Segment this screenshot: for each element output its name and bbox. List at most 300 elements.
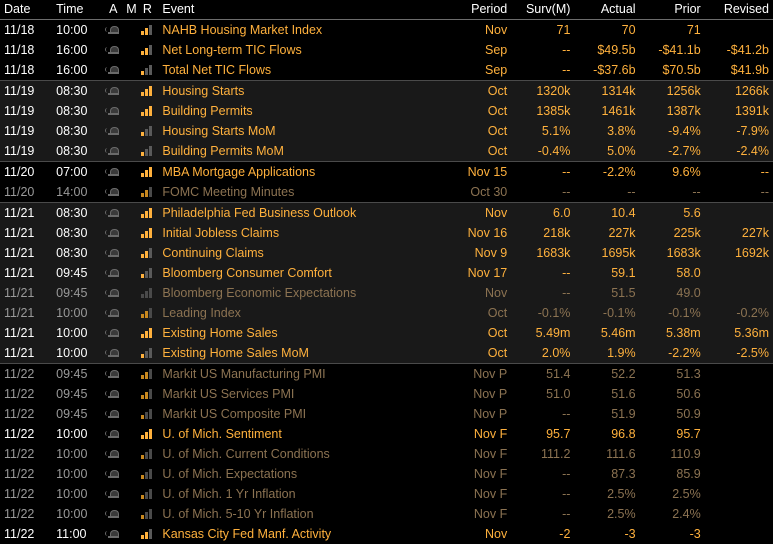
cell-date: 11/21 <box>0 243 52 263</box>
cell-survey: -- <box>511 404 574 424</box>
cell-date: 11/22 <box>0 524 52 544</box>
mark-checkbox[interactable] <box>122 203 136 224</box>
cell-event[interactable]: Bloomberg Consumer Comfort <box>158 263 453 283</box>
table-header <box>0 0 773 20</box>
alert-bell-icon[interactable] <box>104 243 122 263</box>
column-header-mark[interactable]: M <box>122 0 136 20</box>
cell-date: 11/19 <box>0 141 52 162</box>
cell-survey: -- <box>511 283 574 303</box>
mark-checkbox[interactable] <box>122 283 136 303</box>
relevance-bars-icon <box>136 504 158 524</box>
header-row <box>0 0 773 20</box>
alert-bell-icon[interactable] <box>104 223 122 243</box>
cell-prior: 5.6 <box>640 203 705 224</box>
cell-revised: -2.4% <box>705 141 773 162</box>
relevance-bars-icon <box>136 101 158 121</box>
alert-bell-icon[interactable] <box>104 464 122 484</box>
cell-actual: 227k <box>574 223 639 243</box>
relevance-bars-icon <box>136 263 158 283</box>
alert-bell-icon[interactable] <box>104 81 122 102</box>
cell-revised <box>705 283 773 303</box>
alert-bell-icon[interactable] <box>104 162 122 183</box>
table-row[interactable] <box>0 464 773 484</box>
cell-date: 11/21 <box>0 223 52 243</box>
cell-revised: 1692k <box>705 243 773 263</box>
relevance-bars-icon <box>136 162 158 183</box>
table-row[interactable] <box>0 263 773 283</box>
column-header-event[interactable]: Event <box>158 0 453 20</box>
cell-survey: 5.1% <box>511 121 574 141</box>
cell-period: Nov <box>453 20 511 41</box>
cell-revised <box>705 203 773 224</box>
cell-prior: 50.9 <box>640 404 705 424</box>
cell-survey: -- <box>511 60 574 81</box>
cell-event[interactable]: Building Permits <box>158 101 453 121</box>
cell-survey: 51.0 <box>511 384 574 404</box>
alert-bell-icon[interactable] <box>104 524 122 544</box>
table-row[interactable] <box>0 504 773 524</box>
mark-checkbox[interactable] <box>122 404 136 424</box>
column-header-survey[interactable]: Surv(M) <box>511 0 574 20</box>
cell-date: 11/22 <box>0 424 52 444</box>
cell-time: 08:30 <box>52 121 104 141</box>
cell-period: Oct <box>453 141 511 162</box>
cell-period: Oct 30 <box>453 182 511 203</box>
cell-period: Nov F <box>453 484 511 504</box>
cell-time: 10:00 <box>52 303 104 323</box>
cell-event[interactable]: U. of Mich. 5-10 Yr Inflation <box>158 504 453 524</box>
cell-event[interactable]: Markit US Services PMI <box>158 384 453 404</box>
cell-survey: 6.0 <box>511 203 574 224</box>
cell-survey: 95.7 <box>511 424 574 444</box>
table-row[interactable] <box>0 364 773 385</box>
cell-survey: 1385k <box>511 101 574 121</box>
cell-actual: 59.1 <box>574 263 639 283</box>
relevance-bars-icon <box>136 81 158 102</box>
cell-survey: 2.0% <box>511 343 574 364</box>
cell-prior: 1683k <box>640 243 705 263</box>
cell-actual: 51.9 <box>574 404 639 424</box>
cell-date: 11/21 <box>0 203 52 224</box>
cell-survey: -0.4% <box>511 141 574 162</box>
cell-prior: 5.38m <box>640 323 705 343</box>
cell-event[interactable]: Housing Starts MoM <box>158 121 453 141</box>
cell-date: 11/20 <box>0 162 52 183</box>
mark-checkbox[interactable] <box>122 60 136 81</box>
alert-bell-icon[interactable] <box>104 263 122 283</box>
mark-checkbox[interactable] <box>122 162 136 183</box>
cell-period: Nov <box>453 203 511 224</box>
cell-revised <box>705 404 773 424</box>
cell-revised: 1391k <box>705 101 773 121</box>
cell-time: 09:45 <box>52 263 104 283</box>
cell-prior: 225k <box>640 223 705 243</box>
cell-event[interactable]: NAHB Housing Market Index <box>158 20 453 41</box>
cell-time: 08:30 <box>52 141 104 162</box>
alert-bell-icon[interactable] <box>104 141 122 162</box>
cell-prior: 1256k <box>640 81 705 102</box>
cell-prior: -0.1% <box>640 303 705 323</box>
cell-event[interactable]: Initial Jobless Claims <box>158 223 453 243</box>
table-row[interactable] <box>0 101 773 121</box>
alert-bell-icon[interactable] <box>104 101 122 121</box>
alert-bell-icon[interactable] <box>104 404 122 424</box>
mark-checkbox[interactable] <box>122 101 136 121</box>
relevance-bars-icon <box>136 364 158 385</box>
table-row[interactable] <box>0 424 773 444</box>
cell-time: 08:30 <box>52 243 104 263</box>
cell-prior: 2.5% <box>640 484 705 504</box>
cell-date: 11/22 <box>0 504 52 524</box>
relevance-bars-icon <box>136 464 158 484</box>
table-row[interactable] <box>0 162 773 183</box>
cell-date: 11/22 <box>0 364 52 385</box>
cell-survey: 5.49m <box>511 323 574 343</box>
mark-checkbox[interactable] <box>122 40 136 60</box>
alert-bell-icon[interactable] <box>104 121 122 141</box>
mark-checkbox[interactable] <box>122 263 136 283</box>
cell-time: 08:30 <box>52 203 104 224</box>
cell-revised <box>705 484 773 504</box>
relevance-bars-icon <box>136 121 158 141</box>
column-header-relevance[interactable]: R <box>136 0 158 20</box>
cell-survey: -- <box>511 464 574 484</box>
relevance-bars-icon <box>136 243 158 263</box>
cell-revised <box>705 364 773 385</box>
cell-event[interactable]: Leading Index <box>158 303 453 323</box>
cell-actual: 1461k <box>574 101 639 121</box>
relevance-bars-icon <box>136 484 158 504</box>
cell-period: Oct <box>453 343 511 364</box>
cell-prior: 95.7 <box>640 424 705 444</box>
table-row[interactable] <box>0 243 773 263</box>
table-row[interactable] <box>0 384 773 404</box>
cell-period: Oct <box>453 121 511 141</box>
cell-survey: -- <box>511 484 574 504</box>
cell-revised: $41.9b <box>705 60 773 81</box>
cell-revised <box>705 20 773 41</box>
mark-checkbox[interactable] <box>122 323 136 343</box>
cell-survey: -- <box>511 504 574 524</box>
cell-time: 11:00 <box>52 524 104 544</box>
cell-survey: -- <box>511 182 574 203</box>
cell-survey: -- <box>511 263 574 283</box>
table-row[interactable] <box>0 203 773 224</box>
cell-event[interactable]: U. of Mich. 1 Yr Inflation <box>158 484 453 504</box>
alert-bell-icon[interactable] <box>104 424 122 444</box>
cell-date: 11/22 <box>0 464 52 484</box>
column-header-date[interactable]: Date <box>0 0 52 20</box>
mark-checkbox[interactable] <box>122 444 136 464</box>
mark-checkbox[interactable] <box>122 243 136 263</box>
cell-event[interactable]: U. of Mich. Sentiment <box>158 424 453 444</box>
alert-bell-icon[interactable] <box>104 60 122 81</box>
mark-checkbox[interactable] <box>122 384 136 404</box>
alert-bell-icon[interactable] <box>104 444 122 464</box>
alert-bell-icon[interactable] <box>104 484 122 504</box>
cell-prior: 49.0 <box>640 283 705 303</box>
table-row[interactable] <box>0 404 773 424</box>
cell-period: Nov P <box>453 404 511 424</box>
column-header-alert[interactable]: A <box>104 0 122 20</box>
cell-date: 11/22 <box>0 444 52 464</box>
cell-period: Nov P <box>453 364 511 385</box>
cell-prior: -9.4% <box>640 121 705 141</box>
cell-revised <box>705 504 773 524</box>
table-row[interactable] <box>0 20 773 41</box>
alert-bell-icon[interactable] <box>104 303 122 323</box>
cell-period: Sep <box>453 60 511 81</box>
cell-survey: 1683k <box>511 243 574 263</box>
relevance-bars-icon <box>136 524 158 544</box>
relevance-bars-icon <box>136 343 158 364</box>
cell-event[interactable]: U. of Mich. Current Conditions <box>158 444 453 464</box>
cell-revised <box>705 524 773 544</box>
cell-period: Oct <box>453 101 511 121</box>
relevance-bars-icon <box>136 303 158 323</box>
cell-event[interactable]: Philadelphia Fed Business Outlook <box>158 203 453 224</box>
cell-prior: 50.6 <box>640 384 705 404</box>
cell-time: 16:00 <box>52 60 104 81</box>
table-row[interactable] <box>0 343 773 364</box>
relevance-bars-icon <box>136 141 158 162</box>
cell-date: 11/21 <box>0 303 52 323</box>
cell-period: Nov P <box>453 384 511 404</box>
cell-revised <box>705 384 773 404</box>
cell-prior: 58.0 <box>640 263 705 283</box>
cell-revised <box>705 464 773 484</box>
column-header-prior[interactable]: Prior <box>640 0 705 20</box>
cell-actual: 111.6 <box>574 444 639 464</box>
cell-actual: 2.5% <box>574 484 639 504</box>
cell-event[interactable]: FOMC Meeting Minutes <box>158 182 453 203</box>
table-row[interactable] <box>0 141 773 162</box>
cell-date: 11/18 <box>0 20 52 41</box>
cell-time: 10:00 <box>52 323 104 343</box>
cell-period: Nov F <box>453 464 511 484</box>
mark-checkbox[interactable] <box>122 121 136 141</box>
alert-bell-icon[interactable] <box>104 40 122 60</box>
cell-event[interactable]: Markit US Manufacturing PMI <box>158 364 453 385</box>
alert-bell-icon[interactable] <box>104 203 122 224</box>
column-header-period[interactable]: Period <box>453 0 511 20</box>
mark-checkbox[interactable] <box>122 364 136 385</box>
cell-survey: 1320k <box>511 81 574 102</box>
cell-date: 11/18 <box>0 60 52 81</box>
cell-prior: -3 <box>640 524 705 544</box>
cell-time: 14:00 <box>52 182 104 203</box>
cell-time: 08:30 <box>52 223 104 243</box>
alert-bell-icon[interactable] <box>104 384 122 404</box>
cell-time: 10:00 <box>52 20 104 41</box>
cell-prior: -$41.1b <box>640 40 705 60</box>
cell-actual: 1.9% <box>574 343 639 364</box>
mark-checkbox[interactable] <box>122 464 136 484</box>
cell-actual: 5.46m <box>574 323 639 343</box>
cell-time: 10:00 <box>52 343 104 364</box>
alert-bell-icon[interactable] <box>104 182 122 203</box>
cell-event[interactable]: Bloomberg Economic Expectations <box>158 283 453 303</box>
cell-actual: 3.8% <box>574 121 639 141</box>
cell-actual: $49.5b <box>574 40 639 60</box>
cell-event[interactable]: Existing Home Sales MoM <box>158 343 453 364</box>
cell-time: 10:00 <box>52 484 104 504</box>
cell-prior: 71 <box>640 20 705 41</box>
cell-prior: 1387k <box>640 101 705 121</box>
cell-time: 08:30 <box>52 81 104 102</box>
cell-time: 09:45 <box>52 404 104 424</box>
cell-survey: 71 <box>511 20 574 41</box>
relevance-bars-icon <box>136 323 158 343</box>
cell-time: 10:00 <box>52 464 104 484</box>
table-row[interactable] <box>0 182 773 203</box>
cell-date: 11/21 <box>0 323 52 343</box>
table-row[interactable] <box>0 81 773 102</box>
cell-survey: -0.1% <box>511 303 574 323</box>
cell-actual: 70 <box>574 20 639 41</box>
cell-actual: -- <box>574 182 639 203</box>
cell-survey: -- <box>511 162 574 183</box>
table-row[interactable] <box>0 40 773 60</box>
mark-checkbox[interactable] <box>122 20 136 41</box>
cell-period: Nov F <box>453 444 511 464</box>
table-row[interactable] <box>0 484 773 504</box>
column-header-actual[interactable]: Actual <box>574 0 639 20</box>
cell-period: Nov F <box>453 504 511 524</box>
table-row[interactable] <box>0 223 773 243</box>
cell-actual: 1314k <box>574 81 639 102</box>
cell-revised: 1266k <box>705 81 773 102</box>
cell-prior: -2.2% <box>640 343 705 364</box>
cell-event[interactable]: U. of Mich. Expectations <box>158 464 453 484</box>
table-body <box>0 20 773 544</box>
cell-actual: 5.0% <box>574 141 639 162</box>
cell-actual: 10.4 <box>574 203 639 224</box>
cell-prior: 85.9 <box>640 464 705 484</box>
cell-revised <box>705 263 773 283</box>
cell-time: 16:00 <box>52 40 104 60</box>
cell-date: 11/21 <box>0 283 52 303</box>
column-header-time[interactable]: Time <box>52 0 104 20</box>
relevance-bars-icon <box>136 424 158 444</box>
mark-checkbox[interactable] <box>122 424 136 444</box>
mark-checkbox[interactable] <box>122 484 136 504</box>
cell-revised: -7.9% <box>705 121 773 141</box>
alert-bell-icon[interactable] <box>104 364 122 385</box>
cell-period: Nov 15 <box>453 162 511 183</box>
alert-bell-icon[interactable] <box>104 343 122 364</box>
cell-survey: -2 <box>511 524 574 544</box>
table-row[interactable] <box>0 121 773 141</box>
cell-period: Nov 17 <box>453 263 511 283</box>
cell-actual: -2.2% <box>574 162 639 183</box>
cell-event[interactable]: Existing Home Sales <box>158 323 453 343</box>
cell-period: Nov F <box>453 424 511 444</box>
cell-event[interactable]: Total Net TIC Flows <box>158 60 453 81</box>
cell-time: 10:00 <box>52 424 104 444</box>
alert-bell-icon[interactable] <box>104 283 122 303</box>
cell-event[interactable]: Continuing Claims <box>158 243 453 263</box>
alert-bell-icon[interactable] <box>104 20 122 41</box>
cell-revised: -0.2% <box>705 303 773 323</box>
relevance-bars-icon <box>136 283 158 303</box>
cell-survey: 111.2 <box>511 444 574 464</box>
cell-event[interactable]: Housing Starts <box>158 81 453 102</box>
cell-revised: 227k <box>705 223 773 243</box>
cell-period: Nov <box>453 524 511 544</box>
relevance-bars-icon <box>136 182 158 203</box>
mark-checkbox[interactable] <box>122 303 136 323</box>
cell-prior: -2.7% <box>640 141 705 162</box>
cell-time: 08:30 <box>52 101 104 121</box>
mark-checkbox[interactable] <box>122 182 136 203</box>
table-row[interactable] <box>0 524 773 544</box>
cell-event[interactable]: Net Long-term TIC Flows <box>158 40 453 60</box>
cell-date: 11/22 <box>0 384 52 404</box>
cell-survey: 218k <box>511 223 574 243</box>
mark-checkbox[interactable] <box>122 141 136 162</box>
cell-prior: -- <box>640 182 705 203</box>
relevance-bars-icon <box>136 404 158 424</box>
mark-checkbox[interactable] <box>122 81 136 102</box>
cell-date: 11/21 <box>0 343 52 364</box>
table-row[interactable] <box>0 303 773 323</box>
cell-period: Nov 16 <box>453 223 511 243</box>
table-row[interactable] <box>0 444 773 464</box>
cell-date: 11/20 <box>0 182 52 203</box>
mark-checkbox[interactable] <box>122 343 136 364</box>
cell-date: 11/22 <box>0 484 52 504</box>
cell-period: Sep <box>453 40 511 60</box>
cell-prior: 110.9 <box>640 444 705 464</box>
cell-date: 11/22 <box>0 404 52 424</box>
cell-event[interactable]: Kansas City Fed Manf. Activity <box>158 524 453 544</box>
column-header-revised[interactable]: Revised <box>705 0 773 20</box>
table-row[interactable] <box>0 60 773 81</box>
cell-revised: -2.5% <box>705 343 773 364</box>
cell-date: 11/18 <box>0 40 52 60</box>
cell-time: 10:00 <box>52 504 104 524</box>
cell-date: 11/21 <box>0 263 52 283</box>
cell-actual: 51.6 <box>574 384 639 404</box>
cell-actual: -3 <box>574 524 639 544</box>
cell-time: 09:45 <box>52 384 104 404</box>
cell-actual: 52.2 <box>574 364 639 385</box>
cell-actual: -0.1% <box>574 303 639 323</box>
cell-survey: -- <box>511 40 574 60</box>
cell-revised: -$41.2b <box>705 40 773 60</box>
cell-event[interactable]: MBA Mortgage Applications <box>158 162 453 183</box>
table-row[interactable] <box>0 323 773 343</box>
table-row[interactable] <box>0 283 773 303</box>
mark-checkbox[interactable] <box>122 504 136 524</box>
cell-date: 11/19 <box>0 101 52 121</box>
mark-checkbox[interactable] <box>122 223 136 243</box>
relevance-bars-icon <box>136 203 158 224</box>
cell-prior: 2.4% <box>640 504 705 524</box>
cell-event[interactable]: Markit US Composite PMI <box>158 404 453 424</box>
alert-bell-icon[interactable] <box>104 504 122 524</box>
cell-actual: 87.3 <box>574 464 639 484</box>
cell-survey: 51.4 <box>511 364 574 385</box>
alert-bell-icon[interactable] <box>104 323 122 343</box>
relevance-bars-icon <box>136 20 158 41</box>
cell-period: Oct <box>453 81 511 102</box>
mark-checkbox[interactable] <box>122 524 136 544</box>
cell-revised <box>705 444 773 464</box>
relevance-bars-icon <box>136 444 158 464</box>
cell-event[interactable]: Building Permits MoM <box>158 141 453 162</box>
